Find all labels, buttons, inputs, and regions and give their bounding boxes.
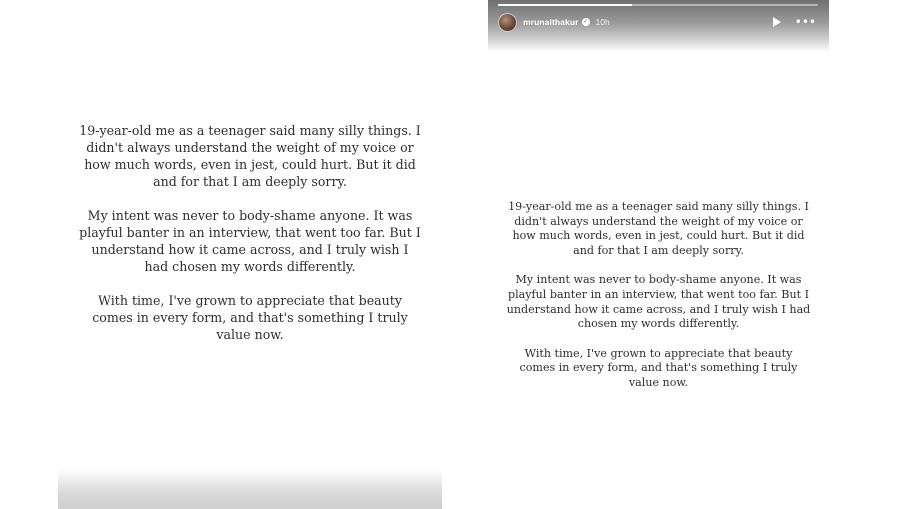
left-paragraph-2: My intent was never to body-shame anyone. It was playful banter in an interview, that went too far. But I understand how it came across, and I truly wish I had chosen my words differently. (79, 208, 421, 274)
story-username[interactable]: mrunalthakur (523, 17, 579, 27)
play-icon[interactable] (773, 17, 781, 27)
story-time: 10h (595, 17, 610, 27)
story-header-row (498, 12, 818, 32)
left-bottom-gradient (58, 469, 442, 509)
right-paragraph-1: 19-year-old me as a teenager said many silly things. I didn't always understand the weight of my voice or how much words, even in jest, could hurt. But it did and for that I am deeply sorry. (508, 200, 809, 258)
right-paragraph-3: With time, I've grown to appreciate that beauty comes in every form, and that's something I truly value now. (519, 346, 798, 390)
story-progress-bar (498, 4, 818, 6)
avatar[interactable] (498, 13, 517, 32)
left-paragraph-3: With time, I've grown to appreciate that beauty comes in every form, and that's something I truly value now. (92, 293, 408, 342)
right-story-panel (488, 0, 829, 509)
right-story-text (506, 200, 811, 405)
more-options-icon[interactable]: ••• (794, 15, 816, 29)
verified-badge-icon: ✓ (583, 18, 589, 25)
story-header (488, 0, 829, 52)
left-story-panel (58, 0, 442, 509)
left-paragraph-1: 19-year-old me as a teenager said many silly things. I didn't always understand the weight of my voice or how much words, even in jest, could hurt. But it did and for that I am deeply sorry. (79, 123, 421, 189)
right-paragraph-2: My intent was never to body-shame anyone. It was playful banter in an interview, that went too far. But I understand how it came across, and I truly wish I had chosen my words differently. (506, 273, 811, 331)
left-story-text (78, 122, 422, 360)
story-progress-fill (498, 4, 632, 6)
